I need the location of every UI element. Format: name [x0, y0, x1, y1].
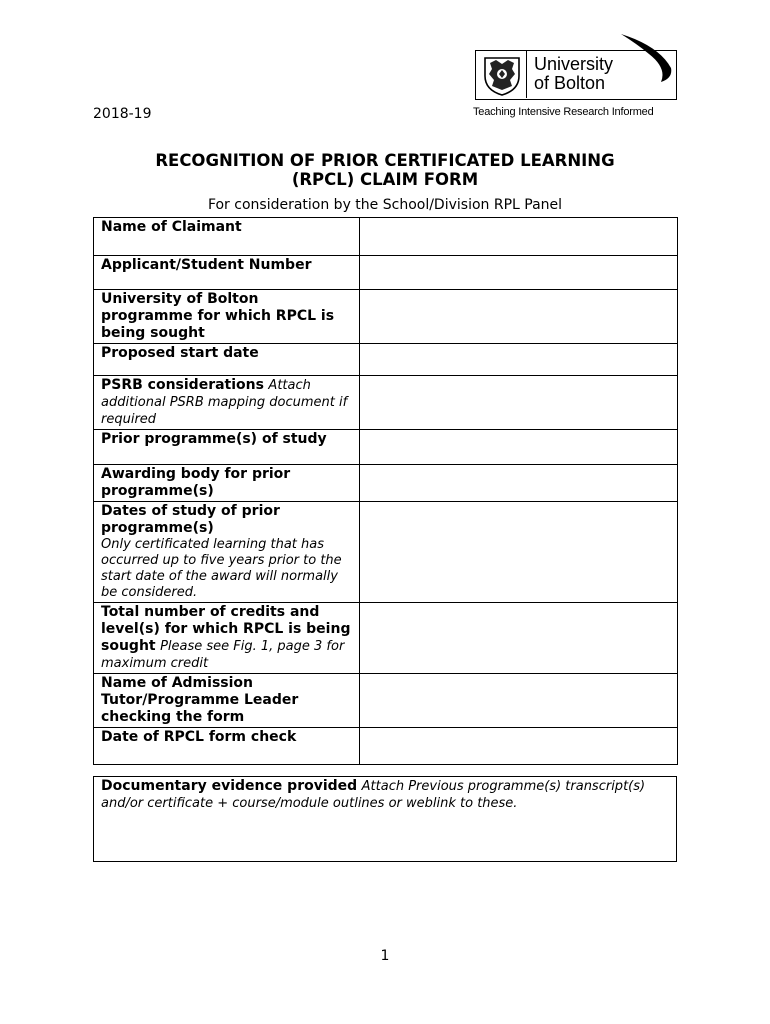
row-label	[94, 465, 360, 502]
page-number: 1	[380, 948, 390, 964]
claimant-name-field[interactable]	[360, 218, 678, 256]
student-number-field[interactable]	[360, 256, 678, 290]
field-label-claimant-name: Name of Claimant	[101, 219, 242, 235]
field-label-credits: Total number of credits and level(s) for which RPCL is being sought	[101, 604, 351, 654]
evidence-label: Documentary evidence provided	[101, 778, 358, 794]
swoosh-icon	[601, 32, 677, 92]
psrb-note: Attach additional PSRB mapping document if required	[101, 378, 348, 427]
title-line-1: RECOGNITION OF PRIOR CERTIFICATED LEARNING	[155, 151, 615, 170]
logo-line-1: University	[534, 54, 614, 74]
table-row	[94, 465, 678, 502]
field-label-admission-tutor: Name of Admission Tutor/Programme Leader checking the form	[101, 675, 299, 725]
field-label-student-number: Applicant/Student Number	[101, 257, 312, 273]
row-label	[94, 256, 360, 290]
table-row	[94, 256, 678, 290]
table-row	[94, 218, 678, 256]
form-title	[93, 151, 677, 189]
field-label-psrb: PSRB considerations	[101, 377, 264, 393]
table-row	[94, 603, 678, 674]
table-row	[94, 376, 678, 430]
study-dates-field[interactable]	[360, 502, 678, 603]
credits-field[interactable]	[360, 603, 678, 674]
credits-note: Please see Fig. 1, page 3 for maximum credit	[101, 639, 345, 671]
form-check-date-field[interactable]	[360, 728, 678, 765]
title-line-2: (RPCL) CLAIM FORM	[291, 170, 479, 189]
programme-field[interactable]	[360, 290, 678, 344]
field-label-study-dates: Dates of study of prior programme(s)	[101, 503, 280, 536]
documentary-evidence-box[interactable]	[93, 776, 677, 862]
admission-tutor-field[interactable]	[360, 674, 678, 728]
field-label-start-date: Proposed start date	[101, 345, 259, 361]
table-row	[94, 502, 678, 603]
form-subtitle: For consideration by the School/Division RPL Panel	[207, 197, 563, 213]
logo-tagline: Teaching Intensive Research Informed	[473, 106, 654, 118]
table-row	[94, 290, 678, 344]
row-label	[94, 430, 360, 465]
row-label	[94, 290, 360, 344]
evidence-note: Attach Previous programme(s) transcript(s) and/or certificate + course/module outlines or weblink to these.	[101, 779, 646, 811]
row-label	[94, 344, 360, 376]
prior-programme-field[interactable]	[360, 430, 678, 465]
field-label-programme: University of Bolton programme for which RPCL is being sought	[101, 291, 335, 341]
row-label	[94, 728, 360, 765]
awarding-body-field[interactable]	[360, 465, 678, 502]
psrb-field[interactable]	[360, 376, 678, 430]
start-date-field[interactable]	[360, 344, 678, 376]
logo-divider	[526, 51, 527, 98]
study-dates-note: Only certificated learning that has occurred up to five years prior to the start date of the award will normally be considered.	[101, 537, 342, 600]
table-row	[94, 430, 678, 465]
row-label	[94, 603, 360, 674]
table-row	[94, 344, 678, 376]
row-label	[94, 502, 360, 603]
row-label	[94, 674, 360, 728]
crest-icon	[482, 54, 522, 96]
field-label-awarding-body: Awarding body for prior programme(s)	[101, 466, 291, 499]
row-label	[94, 218, 360, 256]
logo-line-2: of Bolton	[534, 73, 606, 93]
table-row	[94, 728, 678, 765]
row-label	[94, 376, 360, 430]
academic-year: 2018-19	[93, 106, 152, 122]
field-label-prior-programme: Prior programme(s) of study	[101, 431, 327, 447]
field-label-form-check-date: Date of RPCL form check	[101, 729, 297, 745]
table-row	[94, 674, 678, 728]
claim-form-table	[93, 217, 678, 765]
